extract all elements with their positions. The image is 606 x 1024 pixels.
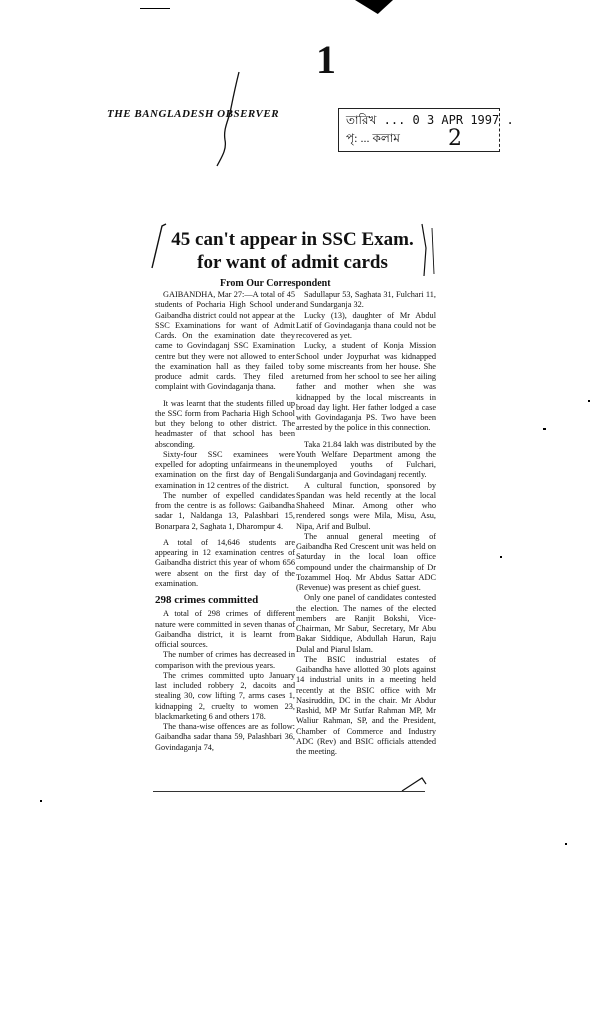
scan-mark-top — [355, 0, 393, 14]
paragraph: The thana-wise offences are as follow: Gaibandha sadar thana 59, Palashbari 36, Govindaganja 74, — [155, 722, 295, 752]
scan-speck — [500, 556, 502, 558]
paragraph: It was learnt that the students filled up the SSC form from Pacharia High School but they belong to other district. The headmaster of that school has been absconding. — [155, 398, 295, 449]
scan-mark-top-left — [140, 8, 170, 9]
headline-line-2: for want of admit cards — [197, 252, 388, 273]
paragraph: GAIBANDHA, Mar 27:—A total of 45 students of Pocharia High School under Gaibandha district could not appear at the SSC Examinations for want of Admit Cards. On the examination date they came to Govindaganj SSC Examination centre but they were not allowed to enter the examination hall as they failed to produce admit cards. They filed a complaint with Govindaganja thana. — [155, 290, 295, 392]
page-number: 1 — [316, 37, 336, 82]
article-column-2 — [296, 290, 436, 757]
article-column-1 — [155, 290, 295, 753]
paragraph: Lucky, a student of Konja Mission School under Joypurhat was kidnapped by some miscreants from her house. She returned from her school to see her ailing father and mother when she was kidnapped by the local miscreants in broad day light. Her father lodged a case with Govindaganja PS. Two have been arrested by the police in this connection. — [296, 341, 436, 433]
article-headline — [150, 228, 435, 274]
paragraph: Only one panel of candidates contested the election. The names of the elected members are Ranjit Bokshi, Vice-Chairman, Mr Sabur, Secretary, Mr Abu Bakar Siddique, Abdullah Harun, Raju Dulal and Piarul Islam. — [296, 593, 436, 654]
paragraph: A total of 298 crimes of different nature were committed in seven thanas of Gaibandha district, it is learnt from official sources. — [155, 609, 295, 649]
scan-speck — [543, 428, 546, 430]
paragraph: Lucky (13), daughter of Mr Abdul Latif of Govindaganja thana could not be recovered as yet. — [296, 310, 436, 340]
stamp-handwritten-number: 2 — [448, 126, 462, 151]
paragraph: Sadullapur 53, Saghata 31, Fulchari 11, and Sundarganja 32. — [296, 290, 436, 310]
paragraph: Taka 21.84 lakh was distributed by the Youth Welfare Department among the unemployed youths of Fulchari, Sundarganja and Govindaganj recently. — [296, 439, 436, 480]
paragraph: The BSIC industrial estates of Gaibandha have allotted 30 plots against 14 industrial units in a meeting held recently at the BSIC office with Mr Nasiruddin, DC in the chair. Mr Abdur Rashid, MP Mr Sutfar Rahman MP, Mr Waliur Rahman, SP, and the President, Chamber of Commerce and Industry ADC (Rev) and BSIC officials attended the meeting. — [296, 654, 436, 756]
headline-line-1: 45 can't appear in SSC Exam. — [171, 229, 414, 250]
masthead: THE BANGLADESH OBSERVER — [107, 108, 280, 120]
paragraph: The annual general meeting of Gaibandha Red Crescent unit was held on Saturday in the local loan office compound under the chairmanship of Dr Tozammel Hoq. Mr Abdus Sattar ADC (Revenue) was present as chief guest. — [296, 531, 436, 592]
paragraph: The number of crimes has decreased in comparison with the previous years. — [155, 650, 295, 670]
scan-speck — [588, 400, 590, 402]
stamp-date-line: তারিখ ... 0 3 APR 1997 . — [346, 113, 514, 127]
scan-speck — [40, 800, 42, 802]
paragraph: A total of 14,646 students are appearing in 12 examination centres of Gaibandha district this year of whom 656 were absent on the first day of the examination. — [155, 537, 295, 588]
paragraph: Sixty-four SSC examinees were expelled for adopting unfairmeans in the examination on the first day of Bengali examination in 12 centres of the district. — [155, 449, 295, 490]
subheading: 298 crimes committed — [155, 594, 259, 606]
stamp-page-line: পৃ: ... কলাম — [346, 131, 400, 145]
scan-speck — [565, 843, 567, 845]
clipping-bottom-rule — [153, 791, 425, 792]
paragraph: The number of expelled candidates from the centre is as follows: Gaibandha sadar 1, Naldanga 13, Palashbari 15, Bonarpara 2, Saghata 1, Dharompur 4. — [155, 490, 295, 531]
article-byline: From Our Correspondent — [220, 278, 331, 289]
paragraph: The crimes committed upto January last included robbery 2, dacoits and stealing 30, cow lifting 7, arms cases 1, kidnapping 2, cruelty to women 23, blackmarketing 6 and others 178. — [155, 670, 295, 721]
paragraph: A cultural function, sponsored by Spandan was held recently at the local Shaheed Minar. Among other who rendered songs were Mila, Misu, Asu, Nipa, Arif and Bulbul. — [296, 480, 436, 531]
